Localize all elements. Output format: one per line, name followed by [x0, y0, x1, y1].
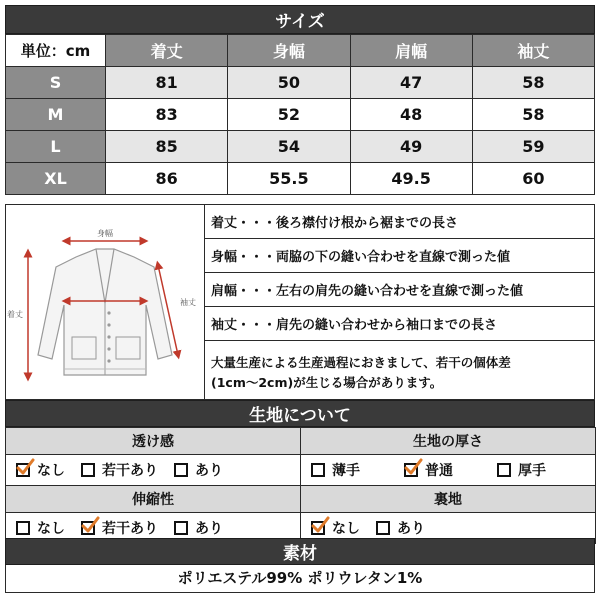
note-line-1: 大量生産による生産過程におきまして、若干の個体差 [211, 355, 511, 370]
table-row [6, 67, 595, 99]
option-label: 若干あり [102, 521, 158, 537]
column-header: 肩幅 [350, 35, 472, 67]
size-label: M [6, 99, 106, 131]
option-label: なし [332, 521, 360, 537]
table-cell: 60 [472, 163, 594, 195]
checkbox-icon [81, 463, 95, 477]
checkbox-icon [16, 521, 30, 535]
diagram-label-length: 着丈 [7, 310, 23, 319]
table-row [6, 99, 595, 131]
table-cell: 55.5 [228, 163, 350, 195]
thickness-option [404, 460, 453, 480]
checkbox-icon [497, 463, 511, 477]
size-label: XL [6, 163, 106, 195]
checked-checkbox-icon [404, 463, 418, 477]
size-section-title: サイズ [5, 5, 595, 34]
option-label: 薄手 [332, 463, 360, 479]
size-table-header [6, 35, 595, 67]
table-cell: 59 [472, 131, 594, 163]
option-label: 厚手 [518, 463, 546, 479]
column-header: 袖丈 [472, 35, 594, 67]
table-cell: 54 [228, 131, 350, 163]
table-row [6, 131, 595, 163]
lining-label: 裏地 [301, 486, 596, 513]
lining-option [376, 518, 425, 538]
table-cell: 49.5 [350, 163, 472, 195]
table-cell: 81 [106, 67, 228, 99]
table-row [6, 163, 595, 195]
checked-checkbox-icon [81, 521, 95, 535]
sukekan-option [81, 460, 158, 480]
definition-shoulder: 肩幅・・・左右の肩先の縫い合わせを直線で測った値 [204, 273, 594, 307]
definition-sleeve: 袖丈・・・肩先の縫い合わせから袖口までの長さ [204, 307, 594, 341]
note-line-2: (1cm～2cm)が生じる場合があります。 [211, 375, 443, 390]
table-cell: 47 [350, 67, 472, 99]
option-label: なし [37, 463, 65, 479]
definition-width: 身幅・・・両脇の下の縫い合わせを直線で測った値 [204, 239, 594, 273]
option-label: あり [195, 521, 223, 537]
column-header: 身幅 [228, 35, 350, 67]
diagram-label-sleeve: 袖丈 [180, 298, 196, 307]
unit-label: 単位：cm [6, 35, 106, 67]
table-cell: 49 [350, 131, 472, 163]
thickness-option [497, 460, 546, 480]
stretch-option [81, 518, 158, 538]
sukekan-option [16, 460, 65, 480]
table-cell: 58 [472, 67, 594, 99]
material-section-title: 素材 [5, 538, 595, 565]
option-label: 若干あり [102, 463, 158, 479]
stretch-option [16, 518, 65, 538]
thickness-option [311, 460, 360, 480]
checked-checkbox-icon [16, 463, 30, 477]
table-cell: 50 [228, 67, 350, 99]
option-label: 普通 [425, 463, 453, 479]
table-cell: 86 [106, 163, 228, 195]
checkbox-icon [376, 521, 390, 535]
option-label: なし [37, 521, 65, 537]
table-cell: 52 [228, 99, 350, 131]
fabric-table [5, 427, 596, 544]
lining-option [311, 518, 360, 538]
diagram-label-width: 身幅 [97, 229, 113, 238]
size-table [5, 34, 595, 195]
checkbox-icon [174, 463, 188, 477]
fabric-section-title: 生地について [5, 400, 595, 427]
size-label: S [6, 67, 106, 99]
cardigan-illustration [6, 205, 204, 399]
option-label: あり [397, 521, 425, 537]
material-value: ポリエステル99% ポリウレタン1% [5, 565, 595, 593]
measurement-section [5, 204, 595, 400]
stretch-label: 伸縮性 [6, 486, 301, 513]
measurement-definitions [204, 205, 594, 399]
thickness-options [301, 455, 596, 486]
column-header: 着丈 [106, 35, 228, 67]
definition-length: 着丈・・・後ろ襟付け根から裾までの長さ [204, 205, 594, 239]
stretch-option [174, 518, 223, 538]
table-cell: 58 [472, 99, 594, 131]
table-cell: 83 [106, 99, 228, 131]
size-label: L [6, 131, 106, 163]
checkbox-icon [311, 463, 325, 477]
sukekan-options [6, 455, 301, 486]
sukekan-label: 透け感 [6, 428, 301, 455]
option-label: あり [195, 463, 223, 479]
cardigan-diagram [6, 205, 205, 399]
thickness-label: 生地の厚さ [301, 428, 596, 455]
table-cell: 48 [350, 99, 472, 131]
sukekan-option [174, 460, 223, 480]
checkbox-icon [174, 521, 188, 535]
disclaimer-note [204, 343, 594, 399]
table-cell: 85 [106, 131, 228, 163]
checked-checkbox-icon [311, 521, 325, 535]
